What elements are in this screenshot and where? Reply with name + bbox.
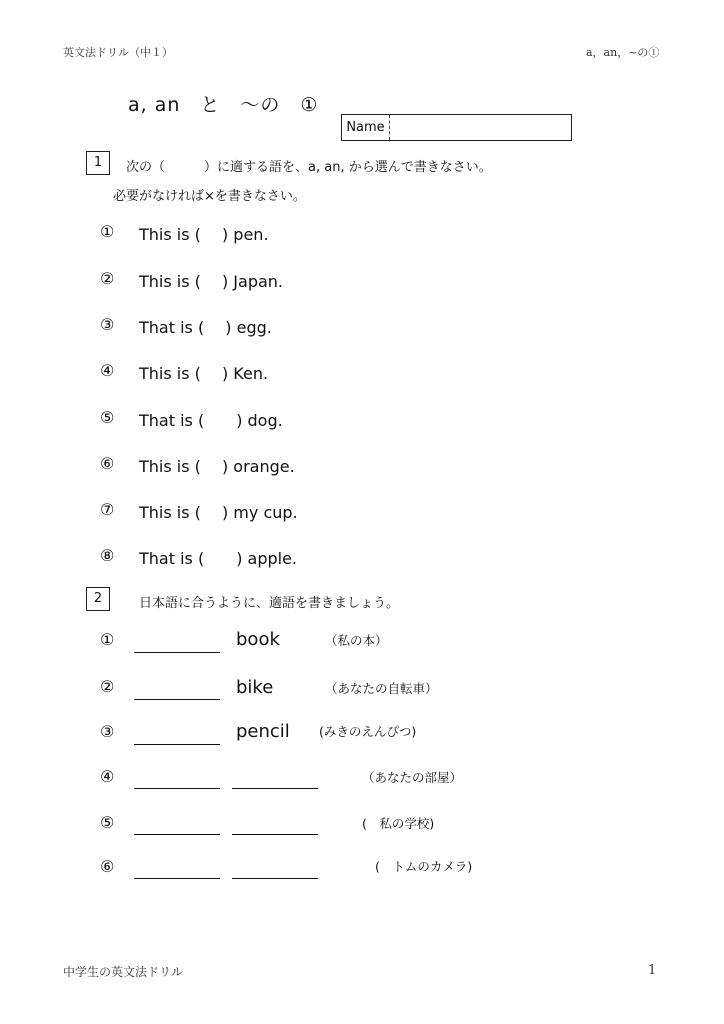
- q5-text: That is ( ) dog.: [139, 411, 283, 430]
- header-left: 英文法ドリル（中１）: [63, 46, 173, 59]
- s2-item4-number: ④: [100, 767, 115, 786]
- name-box[interactable]: [341, 114, 572, 141]
- q7-number: ⑦: [100, 500, 115, 519]
- header-right: a，an，~の①: [586, 46, 660, 59]
- s2-item1-word: book: [236, 629, 280, 650]
- s2-item6-blank-2[interactable]: [232, 878, 318, 879]
- page-number: 1: [648, 963, 657, 978]
- name-label: Name: [342, 115, 390, 140]
- section2-instruction: 日本語に合うように、適語を書きましょう。: [139, 596, 400, 611]
- q1-text: This is ( ) pen.: [139, 225, 269, 244]
- s2-item6-gloss: ( トムのカメラ): [375, 859, 473, 874]
- s2-item6-blank-1[interactable]: [134, 878, 220, 879]
- s2-item3-word: pencil: [236, 721, 290, 742]
- q3-number: ③: [100, 315, 115, 334]
- s2-item2-gloss: （あなたの自転車）: [325, 681, 438, 696]
- s2-item4-blank-1[interactable]: [134, 788, 220, 789]
- s2-item2-blank[interactable]: [134, 699, 220, 700]
- s2-item3-number: ③: [100, 722, 115, 741]
- q6-number: ⑥: [100, 454, 115, 473]
- q1-number: ①: [100, 222, 115, 241]
- q5-number: ⑤: [100, 408, 115, 427]
- s2-item2-word: bike: [236, 677, 274, 698]
- s2-item1-gloss: （私の本）: [325, 633, 388, 648]
- s2-item4-blank-2[interactable]: [232, 788, 318, 789]
- s2-item2-number: ②: [100, 677, 115, 696]
- s2-item3-gloss: (みきのえんぴつ): [319, 724, 417, 739]
- q4-text: This is ( ) Ken.: [139, 364, 269, 383]
- q7-text: This is ( ) my cup.: [139, 503, 298, 522]
- q6-text: This is ( ) orange.: [139, 457, 295, 476]
- page-title: a, an と ～の ①: [128, 94, 319, 116]
- s2-item5-blank-2[interactable]: [232, 834, 318, 835]
- s2-item4-gloss: （あなたの部屋）: [362, 770, 463, 785]
- q8-text: That is ( ) apple.: [139, 549, 298, 568]
- s2-item5-gloss: ( 私の学校): [362, 816, 435, 831]
- q4-number: ④: [100, 361, 115, 380]
- section1-instruction-1: 次の（ ）に適する語を、a, an, から選んで書きなさい。: [126, 160, 492, 175]
- section2-number: 2: [86, 587, 110, 611]
- s2-item6-number: ⑥: [100, 857, 115, 876]
- section1-number: 1: [86, 151, 110, 175]
- s2-item5-number: ⑤: [100, 813, 115, 832]
- s2-item1-blank[interactable]: [134, 652, 220, 653]
- section1-instruction-2: 必要がなければ×を書きなさい。: [113, 189, 306, 204]
- s2-item1-number: ①: [100, 630, 115, 649]
- q2-text: This is ( ) Japan.: [139, 272, 284, 291]
- q8-number: ⑧: [100, 546, 115, 565]
- q3-text: That is ( ) egg.: [139, 318, 272, 337]
- s2-item3-blank[interactable]: [134, 744, 220, 745]
- footer-left: 中学生の英文法ドリル: [63, 965, 184, 979]
- s2-item5-blank-1[interactable]: [134, 834, 220, 835]
- q2-number: ②: [100, 269, 115, 288]
